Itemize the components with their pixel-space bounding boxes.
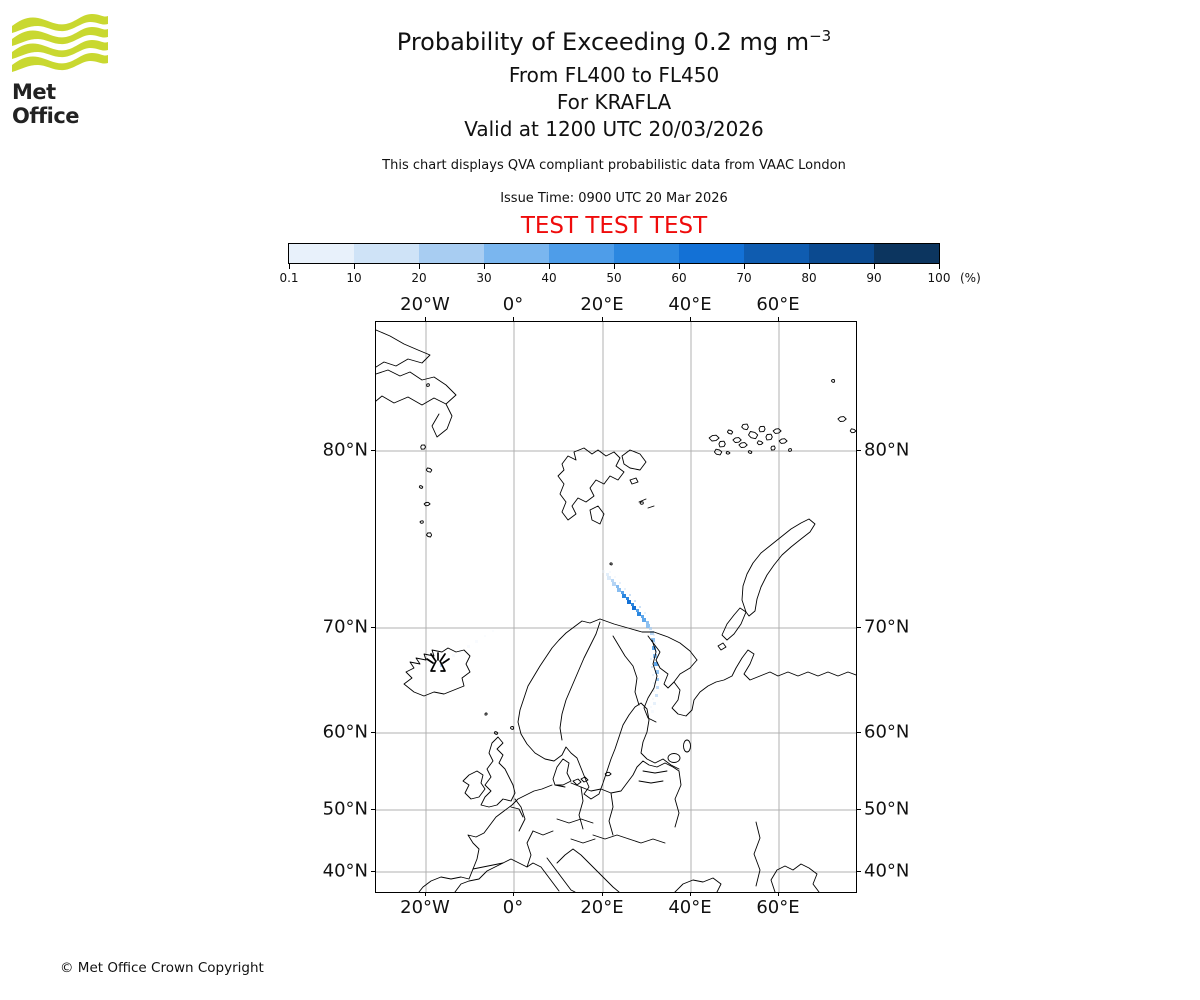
longitude-label: 0° xyxy=(502,294,524,315)
longitude-label: 60°E xyxy=(756,897,800,918)
colorbar-tick-label: 50 xyxy=(606,271,622,285)
met-office-logo-text: Met Office xyxy=(12,80,80,128)
chart-title-text: Probability of Exceeding 0.2 mg m xyxy=(396,28,810,56)
latitude-label: 80°N xyxy=(322,439,368,461)
longitude-label: 60°E xyxy=(756,294,800,315)
colorbar-tick-label: 10 xyxy=(346,271,362,285)
latitude-label: 70°N xyxy=(322,616,368,638)
longitude-label: 40°E xyxy=(668,897,712,918)
colorbar-segment xyxy=(549,244,614,263)
copyright-text: © Met Office Crown Copyright xyxy=(60,960,264,976)
longitude-label: 20°W xyxy=(400,294,450,315)
colorbar-segment xyxy=(874,244,939,263)
colorbar-unit-label: (%) xyxy=(960,271,981,285)
map-axis-tick xyxy=(857,627,861,628)
map-axis-tick xyxy=(857,450,861,451)
longitude-label: 0° xyxy=(502,897,524,918)
colorbar-segment xyxy=(289,244,354,263)
colorbar-tick-label: 100 xyxy=(927,271,951,285)
colorbar-gradient xyxy=(288,243,940,264)
colorbar-tick-label: 80 xyxy=(801,271,817,285)
colorbar-tick-label: 20 xyxy=(411,271,427,285)
chart-title-exponent: −3 xyxy=(809,27,832,45)
colorbar-tick-label: 0.1 xyxy=(279,271,299,285)
test-banner: TEST TEST TEST xyxy=(520,213,708,239)
colorbar-segment xyxy=(809,244,874,263)
colorbar-segment xyxy=(614,244,679,263)
subtitle-flight-levels: From FL400 to FL450 xyxy=(508,63,720,87)
latitude-label: 60°N xyxy=(864,721,910,743)
colorbar-segment xyxy=(744,244,809,263)
latitude-label: 40°N xyxy=(864,860,910,882)
colorbar-segment xyxy=(354,244,419,263)
latitude-labels-right xyxy=(864,321,930,891)
longitude-label: 20°E xyxy=(580,897,624,918)
chart-title xyxy=(314,27,914,56)
probability-colorbar xyxy=(279,243,981,285)
latitude-label: 60°N xyxy=(322,721,368,743)
subtitle-volcano: For KRAFLA xyxy=(556,90,672,114)
met-office-waves-icon xyxy=(12,14,108,74)
latitude-labels-left xyxy=(302,321,368,891)
colorbar-tick-label: 30 xyxy=(476,271,492,285)
colorbar-labels xyxy=(279,269,981,285)
mercator-map-svg xyxy=(376,322,856,892)
map xyxy=(375,321,857,893)
longitude-labels-bottom xyxy=(375,897,855,919)
qva-note: This chart displays QVA compliant probabilistic data from VAAC London xyxy=(382,158,846,173)
map-axis-tick xyxy=(857,809,861,810)
map-axis-tick xyxy=(857,732,861,733)
longitude-label: 20°W xyxy=(400,897,450,918)
latitude-label: 50°N xyxy=(322,798,368,820)
longitude-label: 40°E xyxy=(668,294,712,315)
colorbar-segment xyxy=(484,244,549,263)
latitude-label: 40°N xyxy=(322,860,368,882)
colorbar-segment xyxy=(419,244,484,263)
latitude-label: 70°N xyxy=(864,616,910,638)
colorbar-segment xyxy=(679,244,744,263)
map-axis-tick xyxy=(857,871,861,872)
colorbar-tick-label: 40 xyxy=(541,271,557,285)
subtitle-valid-time: Valid at 1200 UTC 20/03/2026 xyxy=(464,117,764,141)
colorbar-tick-label: 60 xyxy=(671,271,687,285)
met-office-logo xyxy=(12,14,122,128)
colorbar-tick-label: 70 xyxy=(736,271,752,285)
latitude-label: 80°N xyxy=(864,439,910,461)
colorbar-tick-label: 90 xyxy=(866,271,882,285)
longitude-labels-top xyxy=(375,294,855,316)
latitude-label: 50°N xyxy=(864,798,910,820)
longitude-label: 20°E xyxy=(580,294,624,315)
issue-time: Issue Time: 0900 UTC 20 Mar 2026 xyxy=(500,191,728,206)
